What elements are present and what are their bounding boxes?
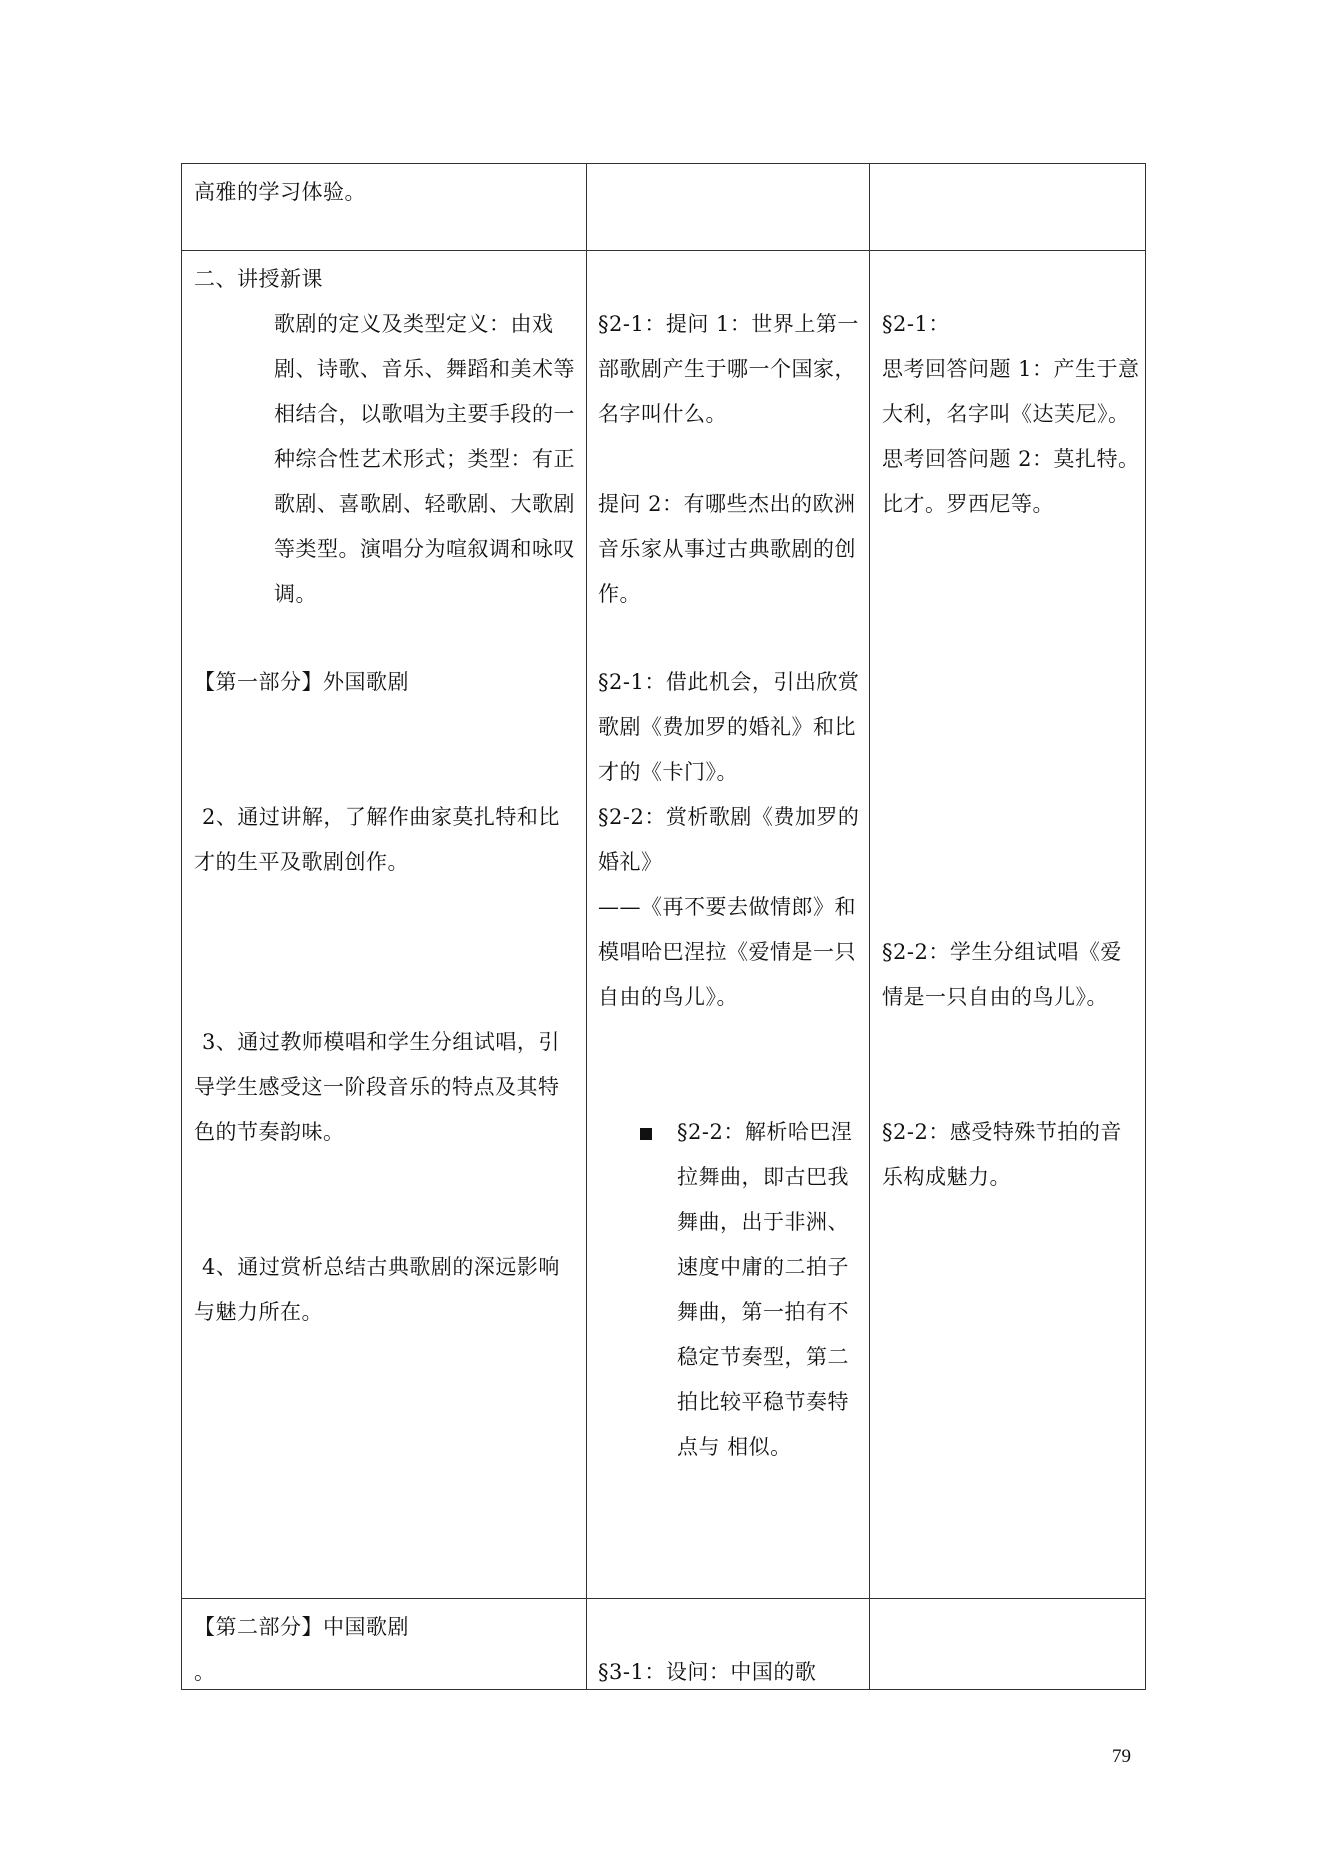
teacher-part2-question: §3-1：设问：中国的歌 xyxy=(598,1660,817,1684)
part2-heading: 【第二部分】中国歌剧 。 xyxy=(194,1615,409,1684)
table-border-right xyxy=(1145,163,1146,1690)
teacher-question-1: §2-1：提问 1：世界上第一部歌剧产生于哪一个国家，名字叫什么。 xyxy=(598,312,859,426)
item-3: 3、通过教师模唱和学生分组试唱，引导学生感受这一阶段音乐的特点及其特色的节奏韵味。 xyxy=(194,1030,560,1144)
student-feel-rhythm: §2-2：感受特殊节拍的音乐构成魅力。 xyxy=(882,1120,1122,1189)
part1-heading: 【第一部分】外国歌剧 xyxy=(194,670,409,694)
teacher-dance-analysis: §2-2：解析哈巴涅拉舞曲，即古巴我舞曲，出于非洲、速度中庸的二拍子舞曲，第一拍有不稳定节奏型，第二拍比较平稳节奏特点与 相似。 xyxy=(677,1120,853,1459)
teacher-question-2: 提问 2：有哪些杰出的欧洲音乐家从事过古典歌剧的创作。 xyxy=(598,492,856,606)
table-row-divider-1 xyxy=(181,250,1146,251)
item-4: 4、通过赏析总结古典歌剧的深远影响与魅力所在。 xyxy=(194,1255,560,1324)
row1-text: 高雅的学习体验。 xyxy=(194,180,366,204)
teacher-analyze: §2-2：赏析歌剧《费加罗的婚礼》 ——《再不要去做情郎》和模唱哈巴涅拉《爱情是一只自由的鸟儿》。 xyxy=(598,805,860,1009)
section-heading: 二、讲授新课 xyxy=(194,267,323,291)
table-border-top xyxy=(181,163,1146,164)
item-2: 2、通过讲解，了解作曲家莫扎特和比才的生平及歌剧创作。 xyxy=(194,805,560,874)
opera-definition: 歌剧的定义及类型定义：由戏剧、诗歌、音乐、舞蹈和美术等相结合，以歌唱为主要手段的一种综合性艺术形式；类型：有正歌剧、喜歌剧、轻歌剧、大歌剧等类型。演唱分为喧叙调和咏叹调。 xyxy=(274,312,575,606)
table-border-col3 xyxy=(869,163,870,1690)
table-border-col2 xyxy=(586,163,587,1690)
student-answers: §2-1： 思考回答问题 1：产生于意大利，名字叫《达芙尼》。 思考回答问题 2：莫扎特。比才。罗西尼等。 xyxy=(882,312,1140,516)
student-group-sing: §2-2：学生分组试唱《爱情是一只自由的鸟儿》。 xyxy=(882,940,1122,1009)
table-row-divider-2 xyxy=(181,1598,1146,1599)
table-border-left xyxy=(181,163,182,1690)
page-number: 79 xyxy=(1112,1746,1131,1767)
teacher-intro: §2-1：借此机会，引出欣赏歌剧《费加罗的婚礼》和比才的《卡门》。 xyxy=(598,670,860,784)
square-bullet-icon xyxy=(640,1128,652,1140)
